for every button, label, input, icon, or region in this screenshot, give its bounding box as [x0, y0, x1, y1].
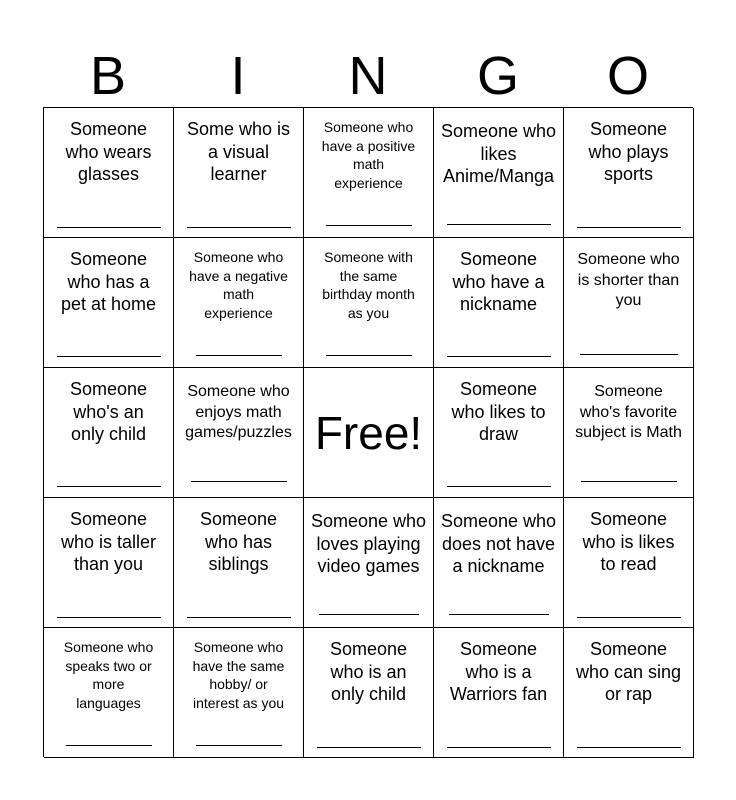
bingo-cell[interactable] — [174, 628, 304, 758]
bingo-cell[interactable] — [44, 498, 174, 628]
header-letter-i: I — [230, 46, 246, 106]
cell-prompt: Someone who likes to draw — [451, 379, 546, 444]
bingo-cell[interactable] — [564, 238, 694, 368]
bingo-cell[interactable] — [174, 368, 304, 498]
signature-line — [196, 355, 282, 356]
cell-prompt: Someone who's favorite subject is Math — [575, 383, 682, 441]
cell-prompt: Someone who plays sports — [588, 119, 669, 184]
free-space-label: Free! — [314, 406, 423, 459]
cell-prompt: Someone who is taller than you — [60, 509, 157, 574]
cell-prompt: Some who is a visual learner — [186, 119, 291, 184]
signature-line — [319, 614, 419, 615]
cell-prompt: Someone who's an only child — [69, 379, 148, 444]
bingo-cell[interactable] — [434, 628, 564, 758]
signature-line — [187, 617, 291, 618]
bingo-header — [43, 44, 693, 108]
cell-prompt: Someone who have a negative math experience — [189, 249, 288, 321]
header-letter-b: B — [89, 46, 127, 106]
cell-prompt: Someone who is an only child — [329, 639, 408, 704]
bingo-cell[interactable] — [44, 238, 174, 368]
bingo-cell[interactable] — [174, 498, 304, 628]
bingo-cell[interactable] — [434, 238, 564, 368]
bingo-cell[interactable] — [434, 498, 564, 628]
bingo-cell[interactable] — [304, 498, 434, 628]
signature-line — [57, 356, 161, 357]
cell-prompt: Someone with the same birthday month as you — [322, 249, 415, 321]
cell-prompt: Someone who loves playing video games — [310, 511, 427, 576]
bingo-cell[interactable] — [304, 238, 434, 368]
bingo-cell[interactable] — [304, 108, 434, 238]
signature-line — [57, 227, 161, 228]
signature-line — [196, 745, 282, 746]
signature-line — [57, 486, 161, 487]
header-letter-g: G — [476, 46, 519, 106]
cell-prompt: Someone who speaks two or more languages — [63, 639, 154, 711]
signature-line — [191, 481, 287, 482]
bingo-cell[interactable] — [44, 368, 174, 498]
signature-line — [577, 747, 681, 748]
bingo-cell[interactable] — [434, 368, 564, 498]
header-letter-n: N — [348, 46, 388, 106]
signature-line — [581, 481, 677, 482]
bingo-cell-free[interactable] — [304, 368, 434, 498]
signature-line — [447, 747, 551, 748]
signature-line — [580, 354, 678, 355]
bingo-cell[interactable] — [174, 238, 304, 368]
cell-prompt: Someone who can sing or rap — [575, 639, 682, 704]
cell-prompt: Someone who does not have a nickname — [440, 511, 557, 576]
signature-line — [577, 227, 681, 228]
cell-prompt: Someone who enjoys math games/puzzles — [185, 383, 292, 441]
bingo-cell[interactable] — [44, 108, 174, 238]
signature-line — [447, 224, 551, 225]
bingo-cell[interactable] — [434, 108, 564, 238]
bingo-cell[interactable] — [174, 108, 304, 238]
signature-line — [326, 225, 412, 226]
cell-prompt: Someone who has a pet at home — [60, 249, 157, 314]
cell-prompt: Someone who is likes to read — [582, 509, 675, 574]
signature-line — [577, 617, 681, 618]
signature-line — [66, 745, 152, 746]
signature-line — [449, 614, 549, 615]
bingo-cell[interactable] — [44, 628, 174, 758]
signature-line — [326, 355, 412, 356]
cell-prompt: Someone who wears glasses — [65, 119, 152, 184]
signature-line — [57, 617, 161, 618]
cell-prompt: Someone who likes Anime/Manga — [440, 121, 557, 186]
signature-line — [447, 486, 551, 487]
bingo-cell[interactable] — [564, 628, 694, 758]
signature-line — [317, 747, 421, 748]
signature-line — [447, 356, 551, 357]
cell-prompt: Someone who have the same hobby/ or interest as you — [192, 639, 285, 711]
cell-prompt: Someone who has siblings — [199, 509, 278, 574]
bingo-cell[interactable] — [564, 498, 694, 628]
cell-prompt: Someone who is a Warriors fan — [449, 639, 548, 704]
bingo-cell[interactable] — [564, 368, 694, 498]
bingo-cell[interactable] — [564, 108, 694, 238]
signature-line — [187, 227, 291, 228]
header-letter-o: O — [606, 46, 649, 106]
bingo-grid — [43, 107, 693, 757]
bingo-cell[interactable] — [304, 628, 434, 758]
cell-prompt: Someone who is shorter than you — [577, 251, 680, 309]
cell-prompt: Someone who have a nickname — [452, 249, 545, 314]
cell-prompt: Someone who have a positive math experience — [321, 119, 416, 191]
